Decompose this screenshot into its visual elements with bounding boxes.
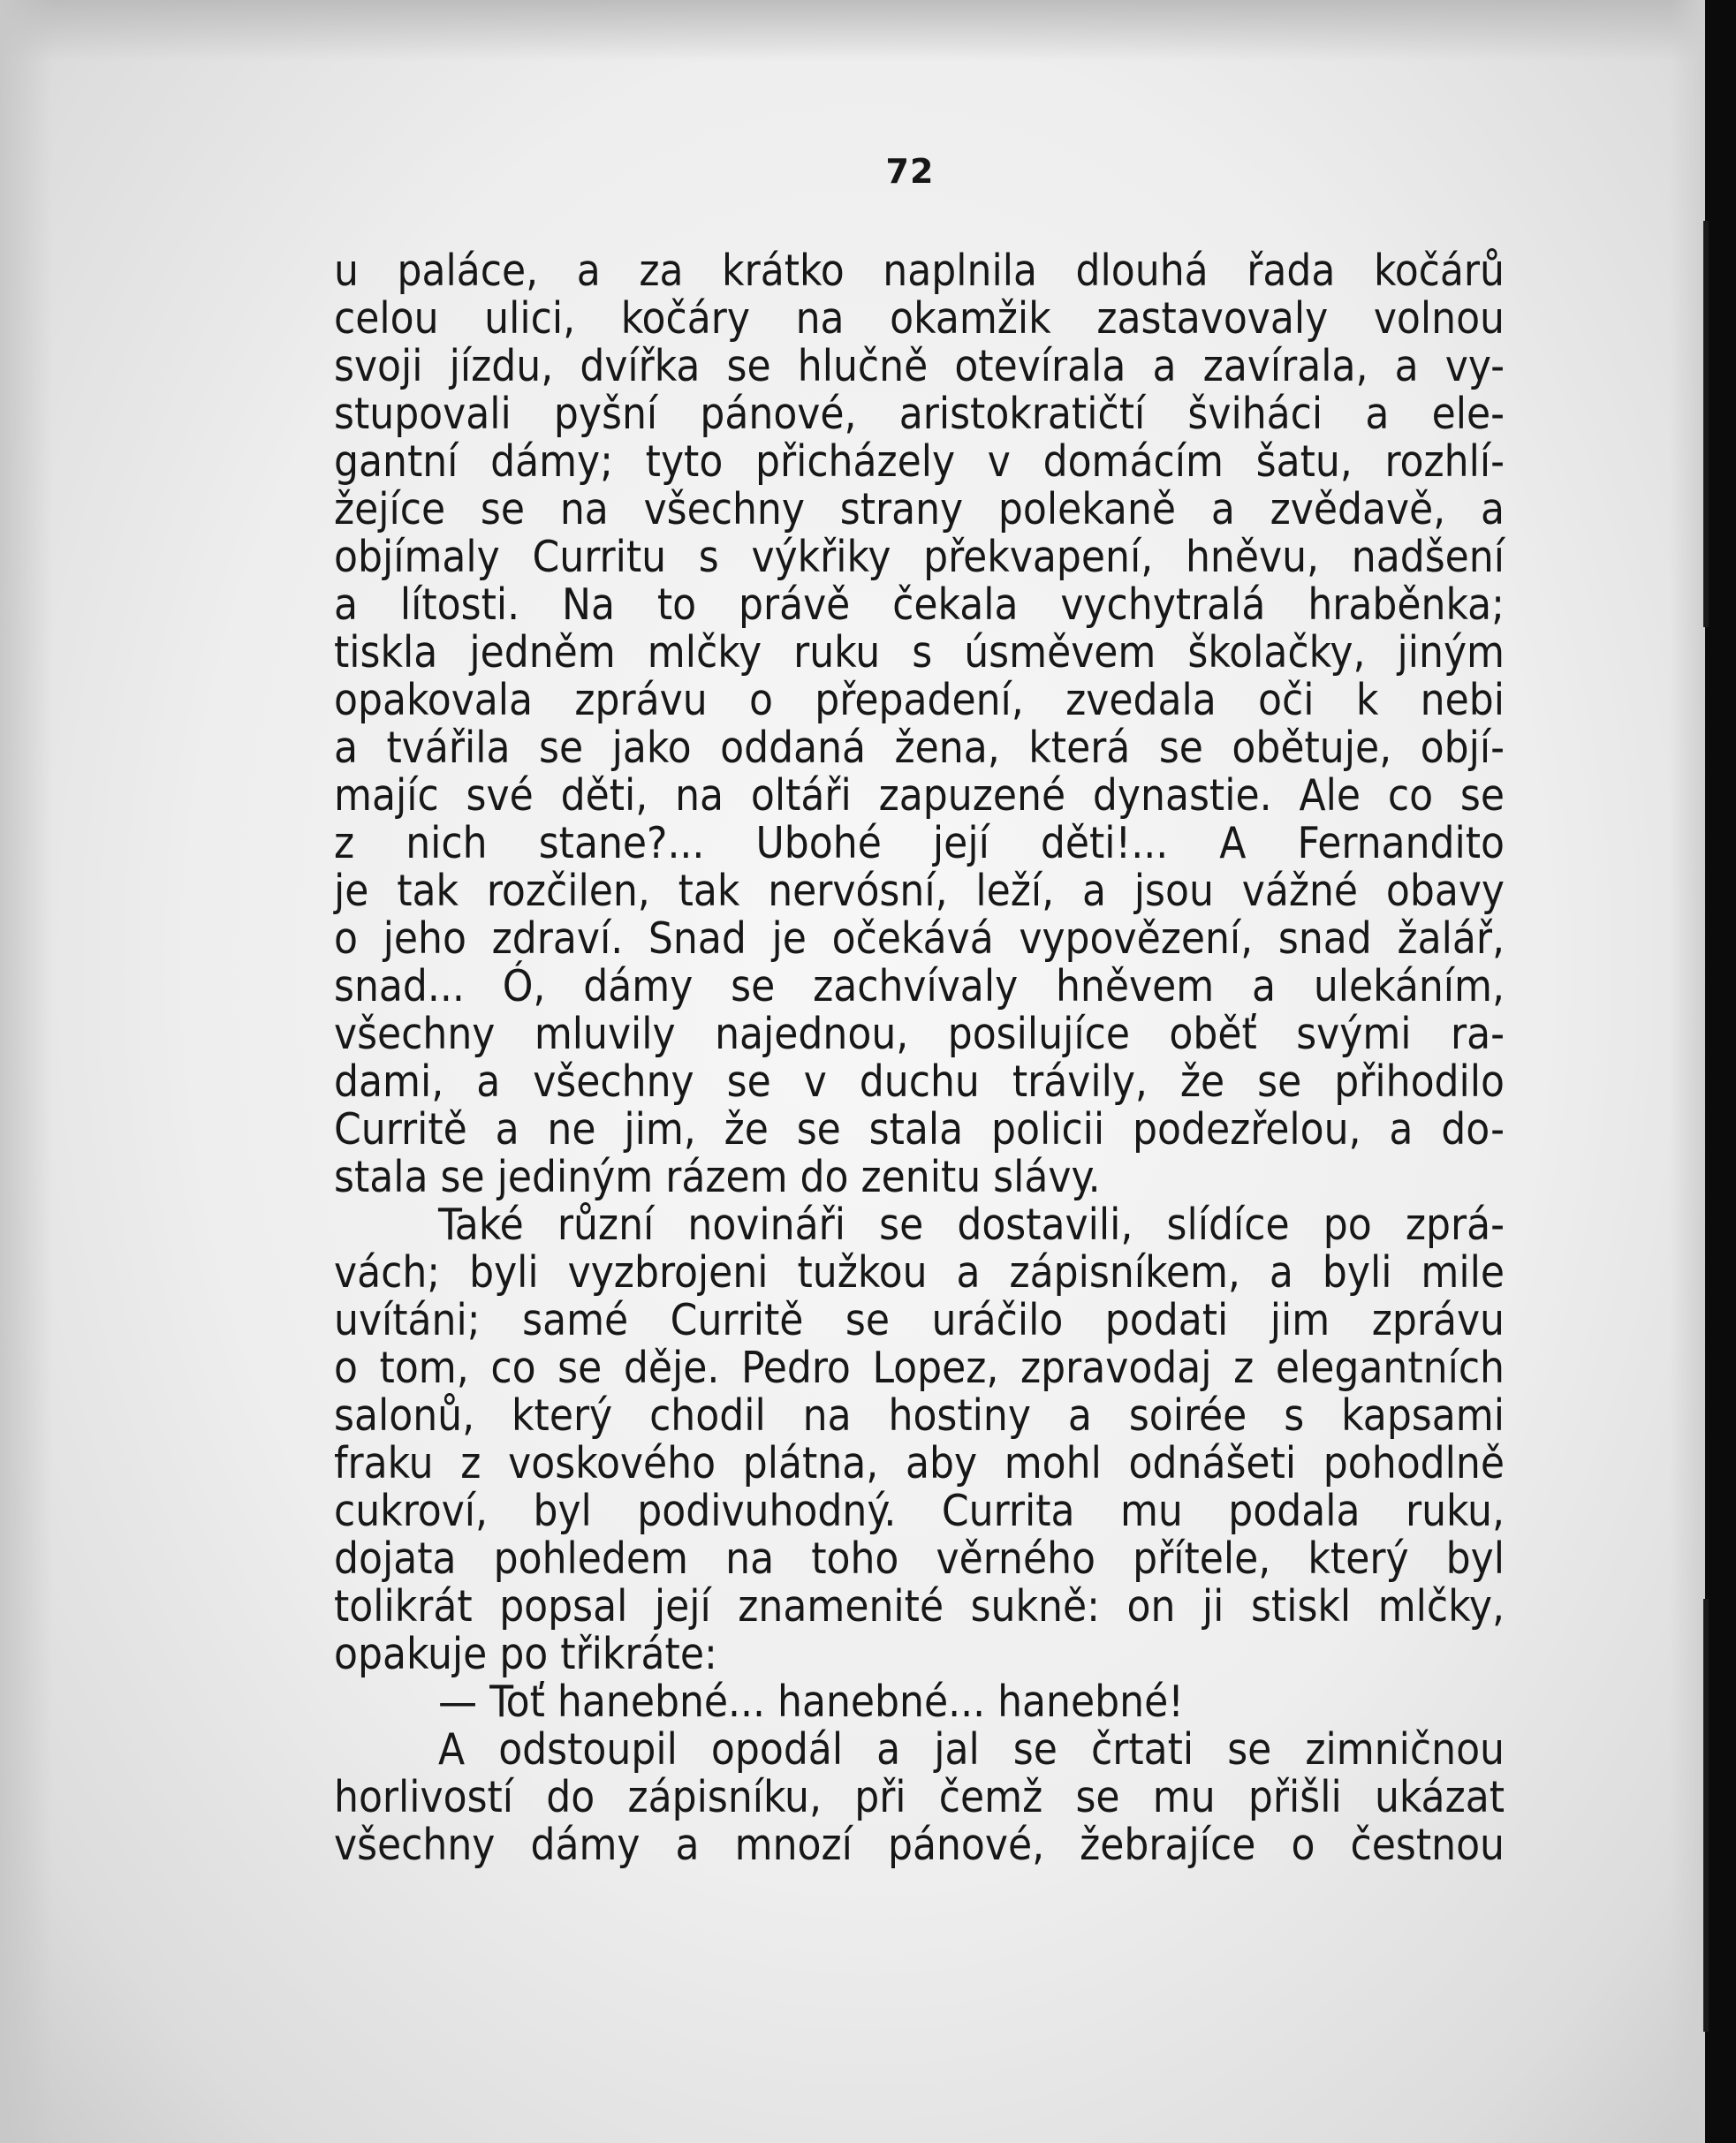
text-line: žejíce se na všechny strany polekaně a zvědavě, a xyxy=(334,484,1505,534)
text-line: tiskla jedněm mlčky ruku s úsměvem školačky, jiným xyxy=(334,627,1505,678)
text-line: z nich stane?... Ubohé její děti!... A Fernandito xyxy=(334,818,1505,868)
spine-binding-mark-top xyxy=(1703,221,1709,627)
text-line: dojata pohledem na toho věrného přítele, který byl xyxy=(334,1533,1505,1584)
page-left-shadow xyxy=(0,0,53,2143)
text-line: tolikrát popsal její znamenité sukně: on ji stiskl mlčky, xyxy=(334,1581,1505,1632)
text-line: objímaly Curritu s výkřiky překvapení, hněvu, nadšení xyxy=(334,532,1505,582)
text-line: A odstoupil opodál a jal se črtati se zimničnou xyxy=(438,1724,1505,1775)
book-spine-edge xyxy=(1705,0,1736,2143)
text-line: svoji jízdu, dvířka se hlučně otevírala a zavírala, a vy- xyxy=(334,341,1505,391)
body-text xyxy=(334,247,1505,1869)
text-line: stupovali pyšní pánové, aristokratičtí šviháci a ele- xyxy=(334,389,1505,439)
text-line: a lítosti. Na to právě čekala vychytralá hraběnka; xyxy=(334,579,1505,630)
text-line: fraku z voskového plátna, aby mohl odnášeti pohodlně xyxy=(334,1438,1505,1488)
text-line: gantní dámy; tyto přicházely v domácím šatu, rozhlí- xyxy=(334,436,1505,487)
text-line: salonů, který chodil na hostiny a soirée s kapsami xyxy=(334,1390,1505,1441)
text-line: majíc své děti, na oltáři zapuzené dynastie. Ale co se xyxy=(334,770,1505,821)
text-line: dami, a všechny se v duchu trávily, že se přihodilo xyxy=(334,1056,1505,1107)
text-line: celou ulici, kočáry na okamžik zastavovaly volnou xyxy=(334,293,1505,344)
text-line: horlivostí do zápisníku, při čemž se mu přišli ukázat xyxy=(334,1772,1505,1822)
text-line: uvítáni; samé Curritě se uráčilo podati jim zprávu xyxy=(334,1295,1505,1345)
text-line: vách; byli vyzbrojeni tužkou a zápisníkem, a byli mile xyxy=(334,1247,1505,1298)
text-line: všechny mluvily najednou, posilujíce oběť svými ra- xyxy=(334,1009,1505,1059)
text-line: všechny dámy a mnozí pánové, žebrajíce o čestnou xyxy=(334,1820,1505,1870)
text-line: Také různí novináři se dostavili, slídíce po zprá- xyxy=(438,1200,1505,1250)
page-top-shadow xyxy=(0,0,1736,62)
text-line: opakovala zprávu o přepadení, zvedala oči k nebi xyxy=(334,675,1505,725)
text-line: opakuje po třikráte: xyxy=(334,1629,717,1679)
text-line: o jeho zdraví. Snad je očekává vypovězení, snad žalář, xyxy=(334,913,1505,964)
text-line: Curritě a ne jim, že se stala policii podezřelou, a do- xyxy=(334,1104,1505,1155)
page-gutter-shadow xyxy=(1670,0,1705,2143)
text-line: cukroví, byl podivuhodný. Currita mu podala ruku, xyxy=(334,1486,1505,1536)
text-line: je tak rozčilen, tak nervósní, leží, a jsou vážné obavy xyxy=(334,866,1505,916)
page-number: 72 xyxy=(885,152,935,191)
text-line: stala se jediným rázem do zenitu slávy. xyxy=(334,1152,1101,1202)
text-line: u paláce, a za krátko naplnila dlouhá řada kočárů xyxy=(334,246,1505,296)
spine-binding-mark-bottom xyxy=(1703,1599,1709,2032)
text-line: a tvářila se jako oddaná žena, která se obětuje, objí- xyxy=(334,723,1505,773)
text-line: o tom, co se děje. Pedro Lopez, zpravodaj z elegantních xyxy=(334,1343,1505,1393)
text-line: snad... Ó, dámy se zachvívaly hněvem a ulekáním, xyxy=(334,961,1505,1011)
text-line: — Toť hanebné... hanebné... hanebné! xyxy=(438,1677,1184,1727)
